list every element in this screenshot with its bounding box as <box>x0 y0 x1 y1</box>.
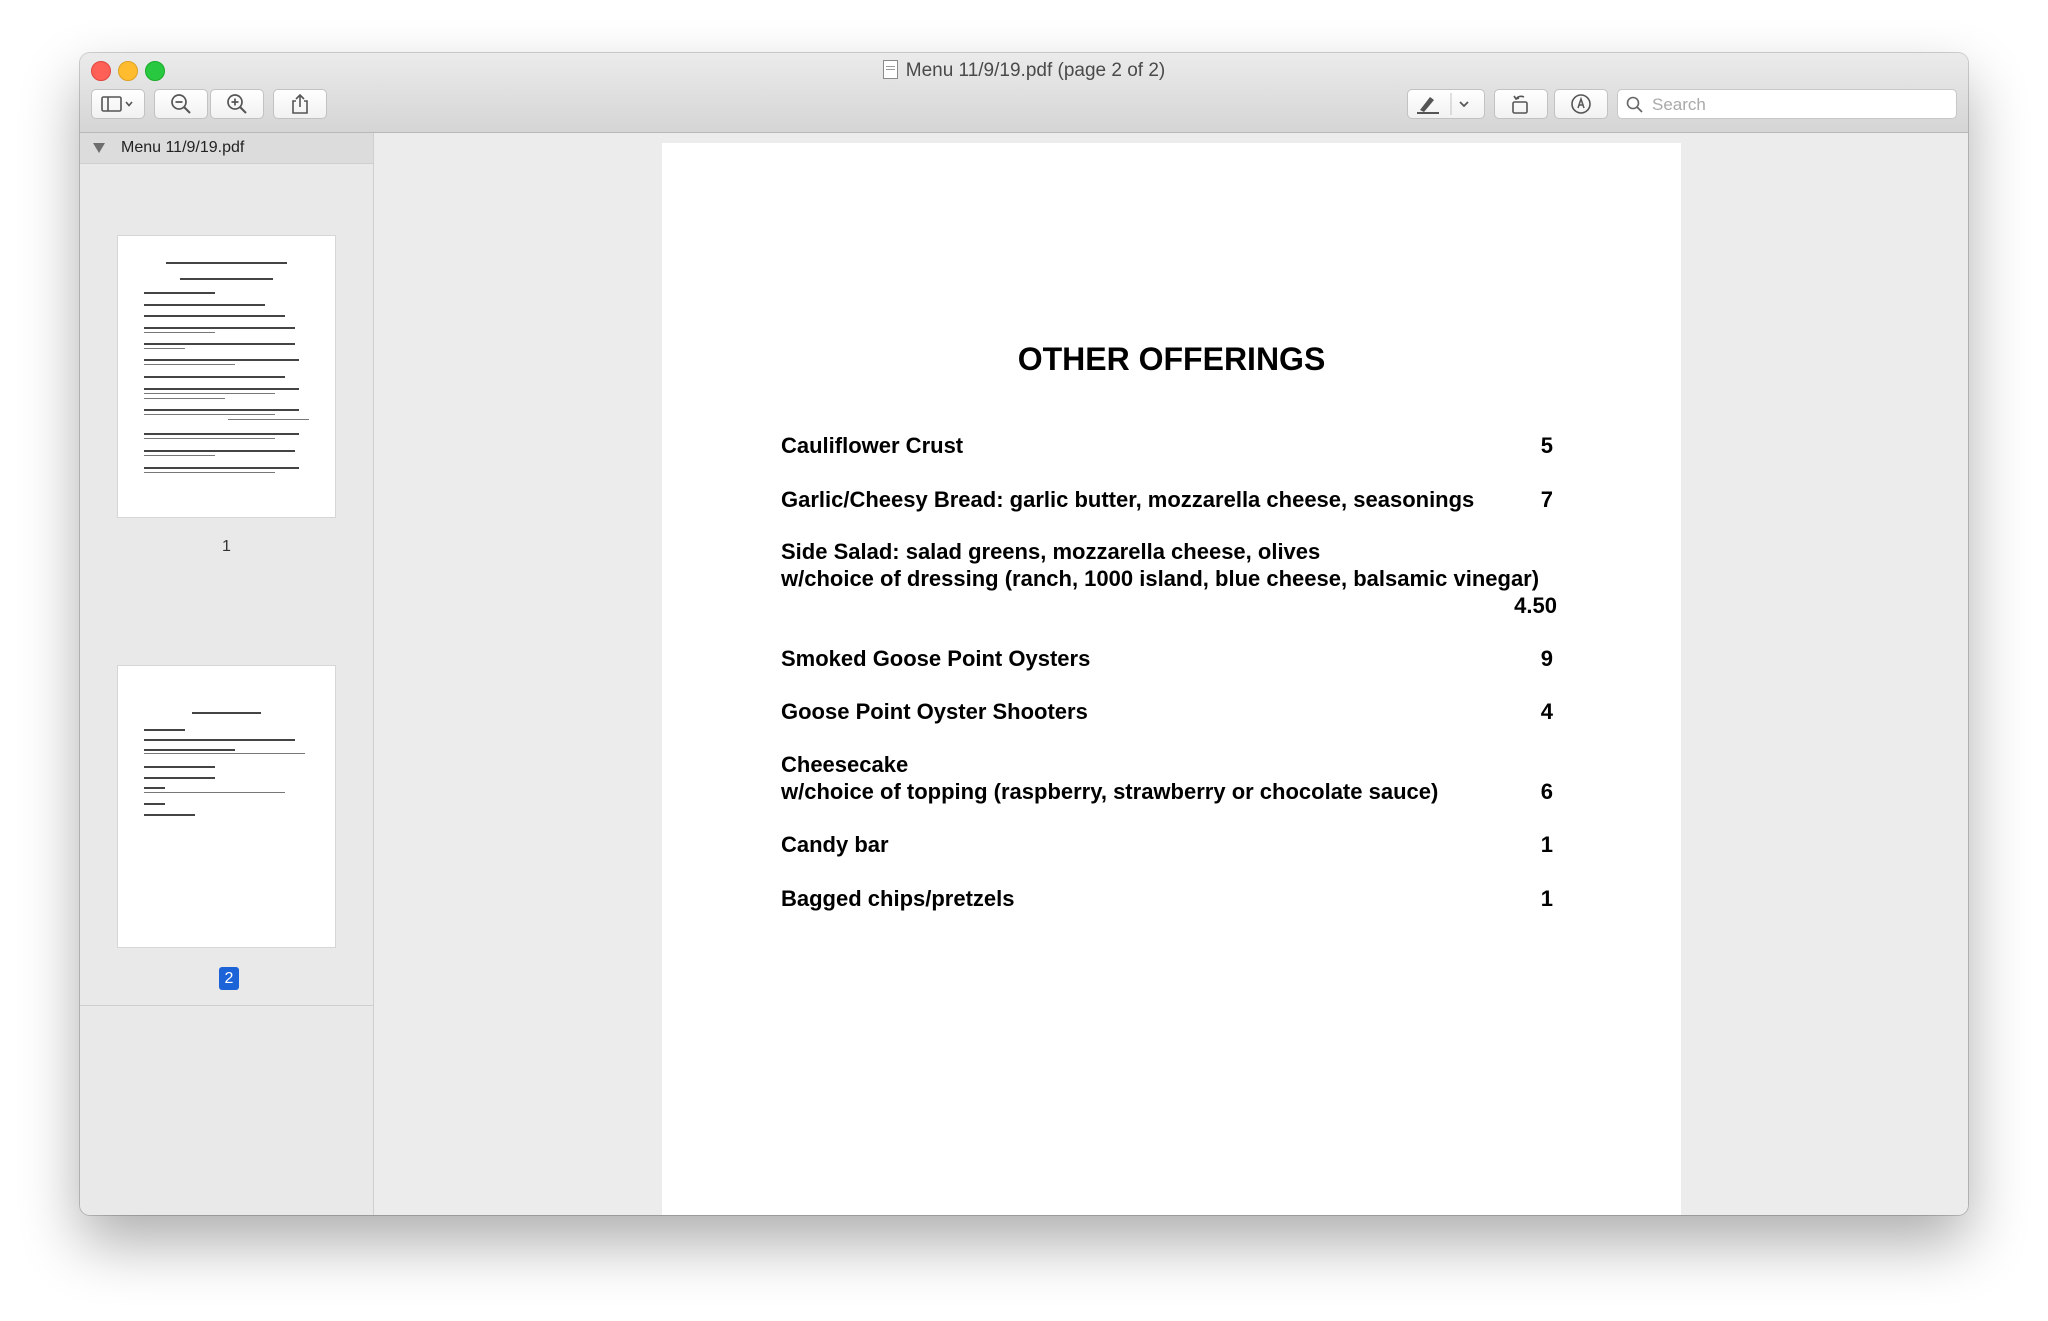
zoom-in-button[interactable] <box>210 89 264 119</box>
search-icon <box>1626 96 1644 114</box>
pdf-page <box>662 143 1681 1215</box>
menu-item-price: 4.50 <box>1514 593 1557 618</box>
window-title <box>80 60 1968 82</box>
menu-item-name: Cheesecake <box>781 752 909 777</box>
menu-item-price: 7 <box>1540 487 1553 512</box>
search-field[interactable] <box>1617 89 1957 119</box>
rotate-icon <box>1510 93 1532 115</box>
sidebar-divider <box>80 1005 373 1006</box>
thumbnail-page-2[interactable] <box>118 666 335 947</box>
menu-item-price: 1 <box>1540 832 1553 857</box>
menu-item-price: 1 <box>1540 886 1553 911</box>
sidebar-document-name: Menu 11/9/19.pdf <box>121 139 245 156</box>
markup-toolbar-button[interactable] <box>1554 89 1608 119</box>
menu-item-name: Side Salad: salad greens, mozzarella cheese, olives <box>781 539 1321 564</box>
menu-item-description: w/choice of topping (raspberry, strawberry or chocolate sauce) <box>781 779 1439 804</box>
page-heading: OTHER OFFERINGS <box>1017 341 1326 377</box>
highlighter-icon <box>1414 93 1478 115</box>
thumbnail-page-2-label: 2 <box>219 967 239 990</box>
thumbnail-page-1-label: 1 <box>222 538 231 555</box>
menu-item-name: Garlic/Cheesy Bread: garlic butter, mozzarella cheese, seasonings <box>781 487 1475 512</box>
title-bar <box>80 53 1968 133</box>
sidebar-icon <box>101 96 135 112</box>
menu-item-price: 5 <box>1540 433 1553 458</box>
zoom-in-icon <box>226 93 248 115</box>
document-view[interactable] <box>374 133 1968 1215</box>
sidebar-document-header[interactable] <box>80 133 373 164</box>
window-title-text: Menu 11/9/19.pdf (page 2 of 2) <box>905 60 1166 81</box>
zoom-out-icon <box>170 93 192 115</box>
menu-item-price: 6 <box>1540 779 1553 804</box>
rotate-button[interactable] <box>1494 89 1548 119</box>
markup-pen-icon <box>1570 93 1592 115</box>
pdf-document-icon <box>883 60 898 79</box>
menu-item-name: Cauliflower Crust <box>781 433 964 458</box>
search-input[interactable] <box>1650 90 1954 120</box>
share-button[interactable] <box>273 89 327 119</box>
disclosure-triangle-icon[interactable] <box>93 143 105 153</box>
menu-item-price: 9 <box>1540 646 1553 671</box>
menu-item-name: Candy bar <box>781 832 889 857</box>
menu-item-price: 4 <box>1540 699 1553 724</box>
thumbnail-sidebar <box>80 133 374 1215</box>
zoom-out-button[interactable] <box>154 89 208 119</box>
sidebar-toggle-button[interactable] <box>91 89 145 119</box>
thumbnail-page-1[interactable] <box>118 236 335 517</box>
menu-item-name: Smoked Goose Point Oysters <box>781 646 1091 671</box>
menu-item-description: w/choice of dressing (ranch, 1000 island, blue cheese, balsamic vinegar) <box>781 566 1540 591</box>
menu-item-name: Bagged chips/pretzels <box>781 886 1015 911</box>
share-icon <box>291 93 309 115</box>
menu-item-name: Goose Point Oyster Shooters <box>781 699 1088 724</box>
preview-window <box>80 53 1968 1215</box>
highlight-button[interactable] <box>1407 89 1485 119</box>
